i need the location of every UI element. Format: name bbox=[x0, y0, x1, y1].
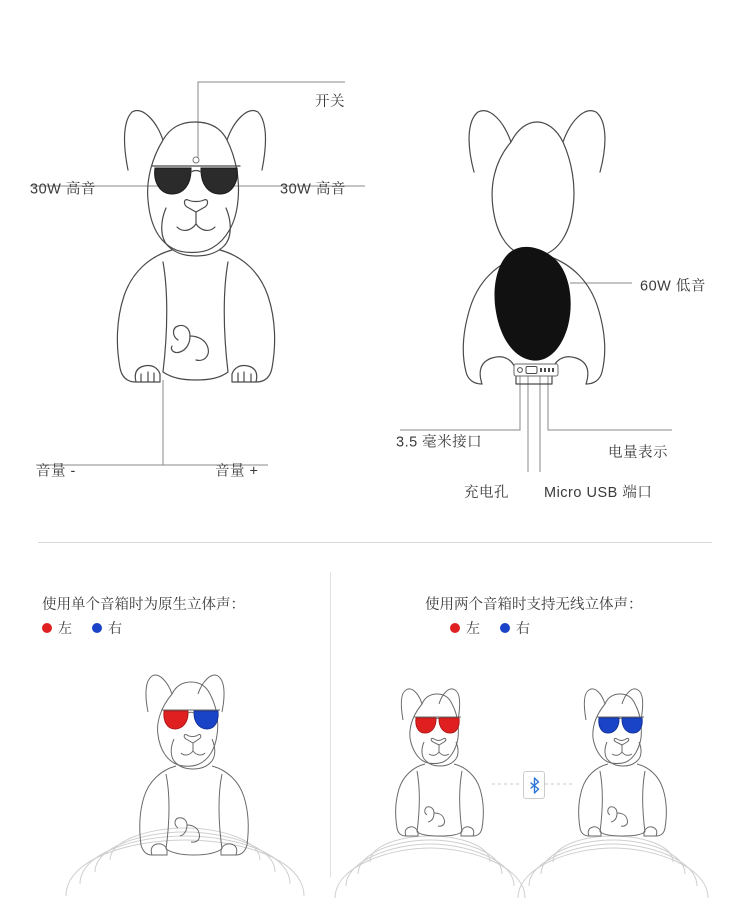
caption-single-speaker: 使用单个音箱时为原生立体声： bbox=[42, 597, 245, 613]
dog-pair-left-illustration bbox=[335, 689, 525, 898]
label-aux-port: 3.5 毫米接口 bbox=[396, 434, 483, 451]
label-power-switch: 开关 bbox=[315, 94, 345, 110]
legend-single bbox=[42, 618, 122, 638]
label-tweeter-left: 30W 高音 bbox=[30, 181, 96, 198]
legend-right-dot bbox=[92, 623, 102, 633]
bluetooth-icon bbox=[523, 771, 545, 799]
label-subwoofer: 60W 低音 bbox=[640, 278, 706, 295]
legend-right-dot bbox=[500, 623, 510, 633]
legend-right-label: 右 bbox=[516, 620, 530, 636]
legend-right-label: 右 bbox=[108, 620, 122, 636]
dog-front-illustration bbox=[117, 111, 274, 382]
label-volume-up: 音量 + bbox=[215, 463, 259, 480]
dog-pair-right-illustration bbox=[518, 689, 708, 898]
legend-left-dot bbox=[42, 623, 52, 633]
label-battery-indicator: 电量表示 bbox=[608, 445, 668, 461]
legend-pair bbox=[450, 618, 530, 638]
label-volume-down: 音量 - bbox=[36, 463, 76, 480]
legend-left-label: 左 bbox=[466, 620, 480, 636]
caption-paired-speakers: 使用两个音箱时支持无线立体声： bbox=[425, 597, 643, 613]
column-divider bbox=[330, 572, 331, 877]
label-tweeter-right: 30W 高音 bbox=[280, 181, 346, 198]
legend-left-dot bbox=[450, 623, 460, 633]
dog-back-illustration bbox=[463, 111, 605, 384]
dog-single-illustration bbox=[66, 675, 304, 896]
section-divider bbox=[38, 542, 712, 543]
label-micro-usb: Micro USB 端口 bbox=[544, 485, 653, 501]
legend-left-label: 左 bbox=[58, 620, 72, 636]
label-charging-hole: 充电孔 bbox=[464, 485, 509, 501]
